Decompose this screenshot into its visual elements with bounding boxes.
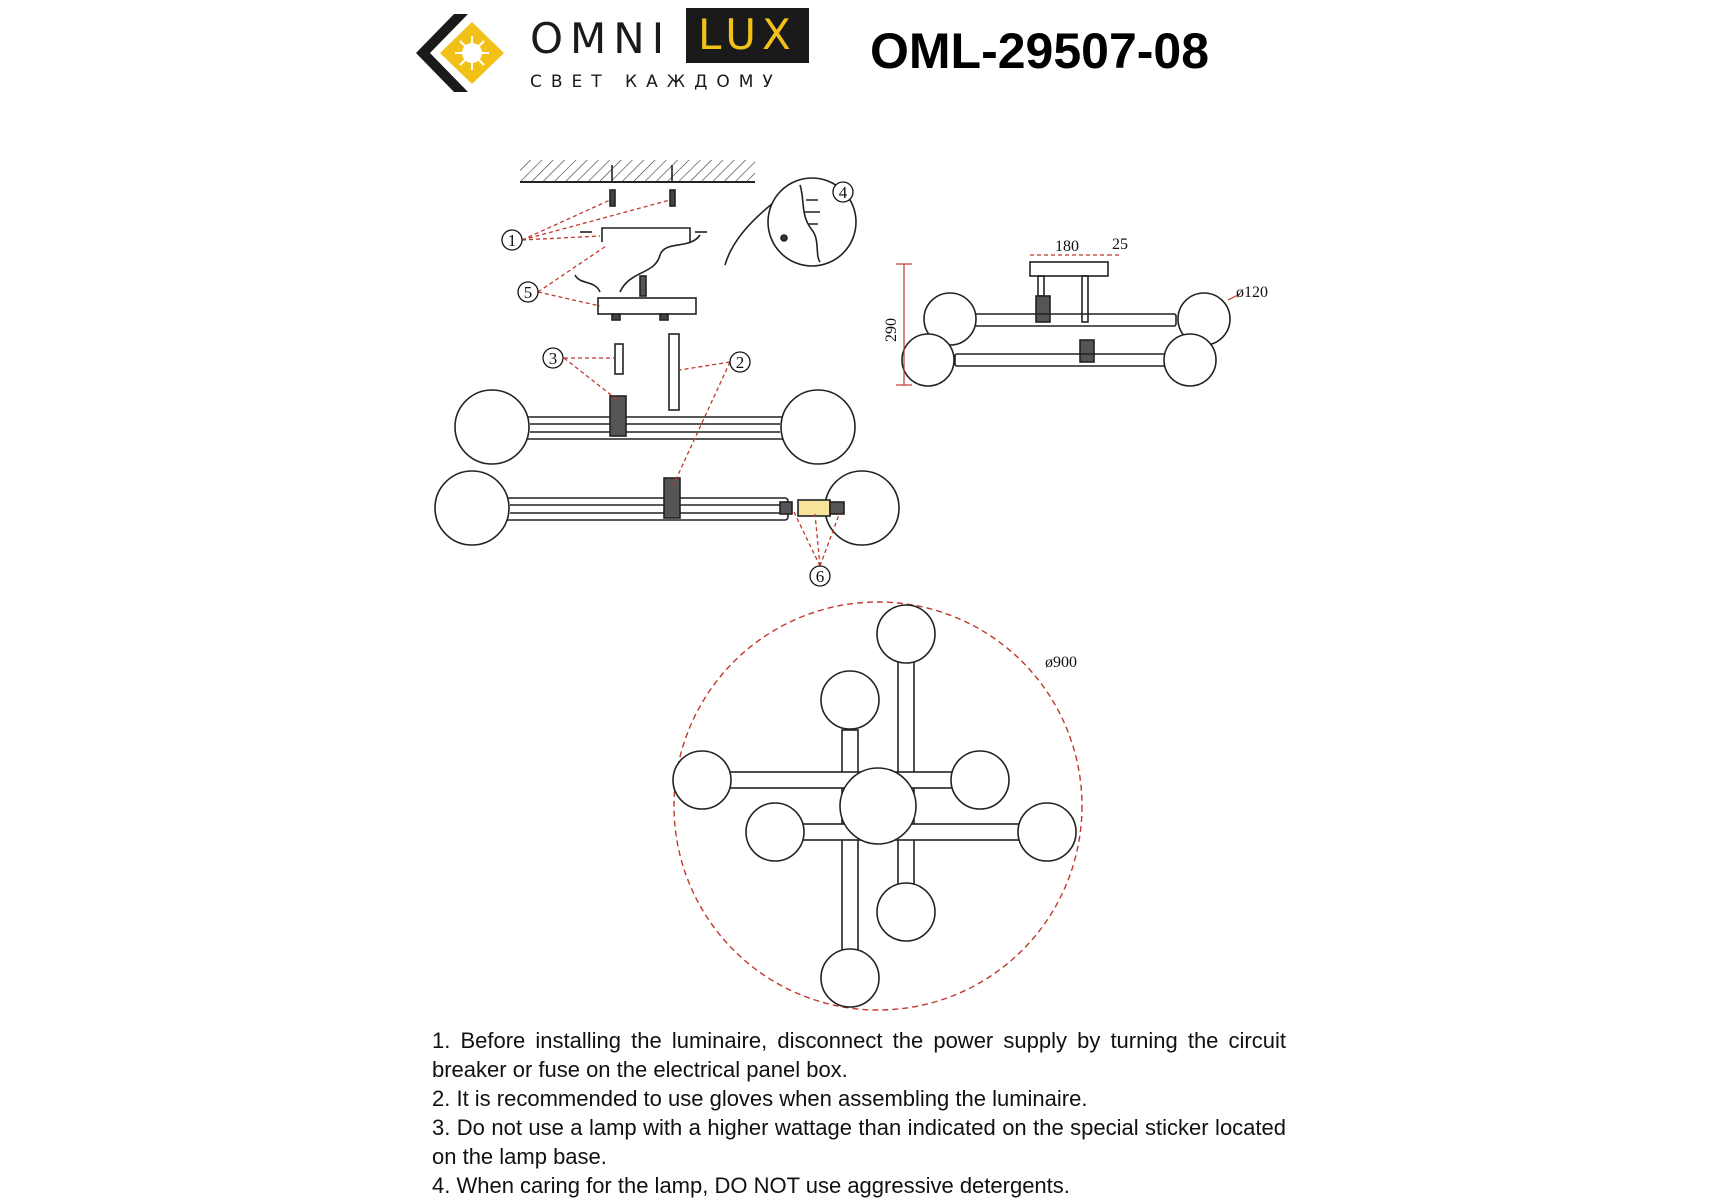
svg-text:2: 2 <box>735 353 745 372</box>
note-3: 3. Do not use a lamp with a higher wattage than indicated on the special sticker located on the lamp base. <box>432 1115 1286 1169</box>
callout-5 <box>518 282 538 302</box>
svg-text:6: 6 <box>815 567 825 586</box>
brand-tagline: СВЕТ КАЖДОМУ <box>530 72 782 92</box>
model-number: OML-29507-08 <box>870 23 1210 79</box>
brand-name-lux: LUX <box>686 8 809 63</box>
note-1: 1. Before installing the luminaire, disconnect the power supply by turning the circuit breaker or fuse on the electrical panel box. <box>432 1028 1286 1082</box>
dim-120: ø120 <box>1236 284 1268 301</box>
dim-25: 25 <box>1112 236 1128 253</box>
brand-name-omni: OMNI <box>530 14 672 63</box>
callout-1 <box>502 230 522 250</box>
note-2: 2. It is recommended to use gloves when assembling the luminaire. <box>432 1086 1088 1111</box>
dim-180: 180 <box>1055 238 1079 255</box>
dim-290: 290 <box>883 318 900 342</box>
svg-text:5: 5 <box>523 283 533 302</box>
callout-3 <box>543 348 563 368</box>
svg-text:4: 4 <box>838 183 848 202</box>
callout-6 <box>810 566 830 586</box>
svg-text:1: 1 <box>507 231 517 250</box>
side-view <box>902 262 1230 386</box>
note-4: 4. When caring for the lamp, DO NOT use aggressive detergents. <box>432 1173 1070 1198</box>
installation-notes <box>432 1026 1286 1200</box>
svg-text:3: 3 <box>548 349 558 368</box>
top-view <box>673 602 1082 1010</box>
exploded-view <box>435 160 899 545</box>
callout-4 <box>833 182 853 202</box>
dim-900: ø900 <box>1045 654 1077 671</box>
callout-2 <box>730 352 750 372</box>
